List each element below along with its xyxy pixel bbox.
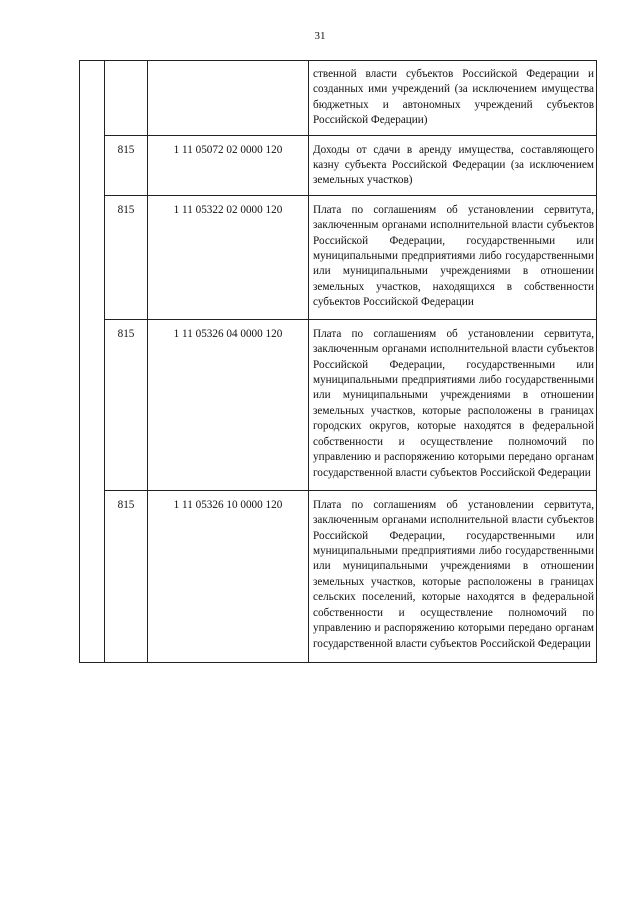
table-row	[80, 490, 597, 662]
admin-code-cell: 815	[105, 135, 148, 195]
admin-code-cell	[105, 61, 148, 136]
table-row	[80, 135, 597, 195]
table-row	[80, 319, 597, 490]
admin-code-cell: 815	[105, 319, 148, 490]
description-cell: Доходы от сдачи в аренду имущества, составляющего казну субъекта Российской Федерации (за исключением земельных участков)	[309, 135, 597, 195]
table-row	[80, 195, 597, 319]
description-cell: Плата по соглашениям об установлении сервитута, заключенным органами исполнительной власти субъектов Российской Федерации, государственными или муниципальными предприятиями либо государственными или муниципальными учреждениями в отношении земельных участков, находящихся в собственности субъектов Российской Федерации	[309, 195, 597, 319]
kbk-code-cell: 1 11 05326 04 0000 120	[148, 319, 309, 490]
description-cell: ственной власти субъектов Российской Федерации и созданных ими учреждений (за исключением имущества бюджетных и автономных учреждений субъектов Российской Федерации)	[309, 61, 597, 136]
revenue-classification-table	[79, 60, 597, 663]
table-row	[80, 61, 597, 136]
page-number: 31	[314, 30, 326, 42]
kbk-code-cell: 1 11 05322 02 0000 120	[148, 195, 309, 319]
kbk-code-cell	[148, 61, 309, 136]
description-cell: Плата по соглашениям об установлении сервитута, заключенным органами исполнительной власти субъектов Российской Федерации, государственными или муниципальными предприятиями либо государственными или муниципальными учреждениями в отношении земельных участков, которые расположены в границах сельских поселений, которые находятся в федеральной собственности и осуществление полномочий по управлению и распоряжению которыми передано органам государственной власти субъектов Российской Федерации	[309, 490, 597, 662]
kbk-code-cell: 1 11 05326 10 0000 120	[148, 490, 309, 662]
description-cell: Плата по соглашениям об установлении сервитута, заключенным органами исполнительной власти субъектов Российской Федерации, государственными или муниципальными предприятиями либо государственными или муниципальными учреждениями в отношении земельных участков, которые расположены в границах городских округов, которые находятся в федеральной собственности и осуществление полномочий по управлению и распоряжению которыми передано органам государственной власти субъектов Российской Федерации	[309, 319, 597, 490]
admin-code-cell: 815	[105, 195, 148, 319]
admin-code-cell: 815	[105, 490, 148, 662]
row-number-cell	[80, 61, 105, 663]
kbk-code-cell: 1 11 05072 02 0000 120	[148, 135, 309, 195]
